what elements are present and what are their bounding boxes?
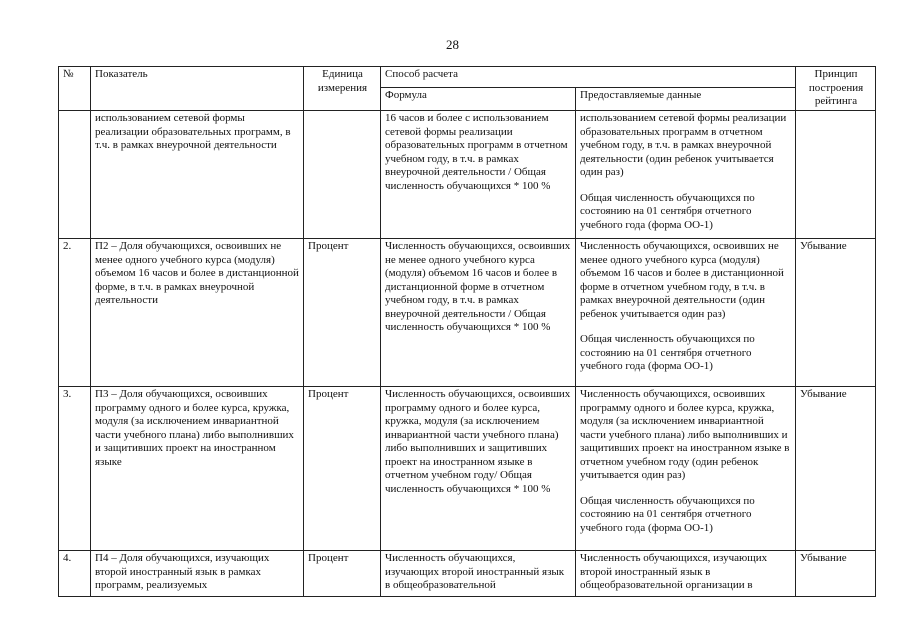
row-num [59, 111, 91, 239]
header-indicator: Показатель [91, 67, 304, 111]
row-num: 2. [59, 239, 91, 387]
row-unit: Процент [304, 387, 381, 551]
row-principle [796, 111, 876, 239]
row-formula: Численность обучающихся, освоивших не менее одного учебного курса (модуля) объемом 16 часов и более в дистанционной форме в отчетном учебном году, в т.ч. в рамках внеурочной деятельности / Общая численность обучающихся * 100 % [381, 239, 576, 387]
row-indicator: П3 – Доля обучающихся, освоивших программу одного и более курса, кружка, модуля (за исключением инвариантной части учебного плана) либо выполнивших и защитивших проект на иностранном языке [91, 387, 304, 551]
header-method: Способ расчета [381, 67, 796, 88]
rating-table [58, 66, 876, 597]
row-indicator: П2 – Доля обучающихся, освоивших не менее одного учебного курса (модуля) объемом 16 часов и более в дистанционной форме, в т.ч. в рамках внеурочной деятельности [91, 239, 304, 387]
header-unit: Единица измерения [304, 67, 381, 111]
row-provided [576, 111, 796, 239]
provided-data-text: Общая численность обучающихся по состоянию на 01 сентября отчетного учебного года (форма ОО-1) [580, 494, 755, 534]
row-indicator: П4 – Доля обучающихся, изучающих второй иностранный язык в рамках программ, реализуемых [91, 551, 304, 597]
page-number: 28 [446, 37, 459, 52]
header-provided: Предоставляемые данные [576, 88, 796, 111]
row-num: 3. [59, 387, 91, 551]
row-num: 4. [59, 551, 91, 597]
row-formula: Численность обучающихся, освоивших программу одного и более курса, кружка, модуля (за исключением инвариантной части учебного плана) либо выполнивших и защитивших проект на иностранном языке в отчетном учебном году/ Общая численность обучающихся * 100 % [381, 387, 576, 551]
provided-data-text: Численность обучающихся, освоивших не менее одного учебного курса (модуля) объемом 16 часов и более в дистанционной форме в отчетном учебном году, в т.ч. в рамках внеурочной деятельности (один ребенок учитывается один раз) [580, 240, 784, 320]
header-row [59, 67, 876, 88]
provided-data-text: Общая численность обучающихся по состоянию на 01 сентября отчетного учебного года (форма ОО-1) [580, 191, 755, 231]
provided-data-text: Общая численность обучающихся по состоянию на 01 сентября отчетного учебного года (форма ОО-1) [580, 333, 755, 372]
row-provided [576, 387, 796, 551]
row-provided [576, 551, 796, 597]
table-row [59, 551, 876, 597]
row-principle: Убывание [796, 239, 876, 387]
header-formula: Формула [381, 88, 576, 111]
row-unit: Процент [304, 239, 381, 387]
row-principle: Убывание [796, 551, 876, 597]
row-principle: Убывание [796, 387, 876, 551]
header-num: № [59, 67, 91, 111]
table-row [59, 239, 876, 387]
table-row [59, 387, 876, 551]
provided-data-text: использованием сетевой формы реализации образовательных программ в отчетном учебном году, в т.ч. в рамках внеурочной деятельности (один ребенок учитывается один раз) [580, 112, 787, 178]
row-indicator: использованием сетевой формы реализации образовательных программ, в т.ч. в рамках внеурочной деятельности [91, 111, 304, 239]
row-provided [576, 239, 796, 387]
header-principle: Принцип построения рейтинга [796, 67, 876, 111]
provided-data-text: Численность обучающихся, освоивших программу одного и более курса, кружка, модуля (за исключением инвариантной части учебного плана) либо выполнивших и защитивших проект на иностранном языке в отчетном учебном году (один ребенок учитывается один раз) [580, 388, 790, 481]
table-row [59, 111, 876, 239]
row-formula: 16 часов и более с использованием сетевой формы реализации образовательных программ в отчетном учебном году, в т.ч. в рамках внеурочной деятельности / Общая численность обучающихся * 100 % [381, 111, 576, 239]
provided-data-text: Численность обучающихся, изучающих второй иностранный язык в общеобразовательной организации в [580, 552, 768, 591]
row-unit [304, 111, 381, 239]
row-unit: Процент [304, 551, 381, 597]
row-formula: Численность обучающихся, изучающих второй иностранный язык в общеобразовательной [381, 551, 576, 597]
